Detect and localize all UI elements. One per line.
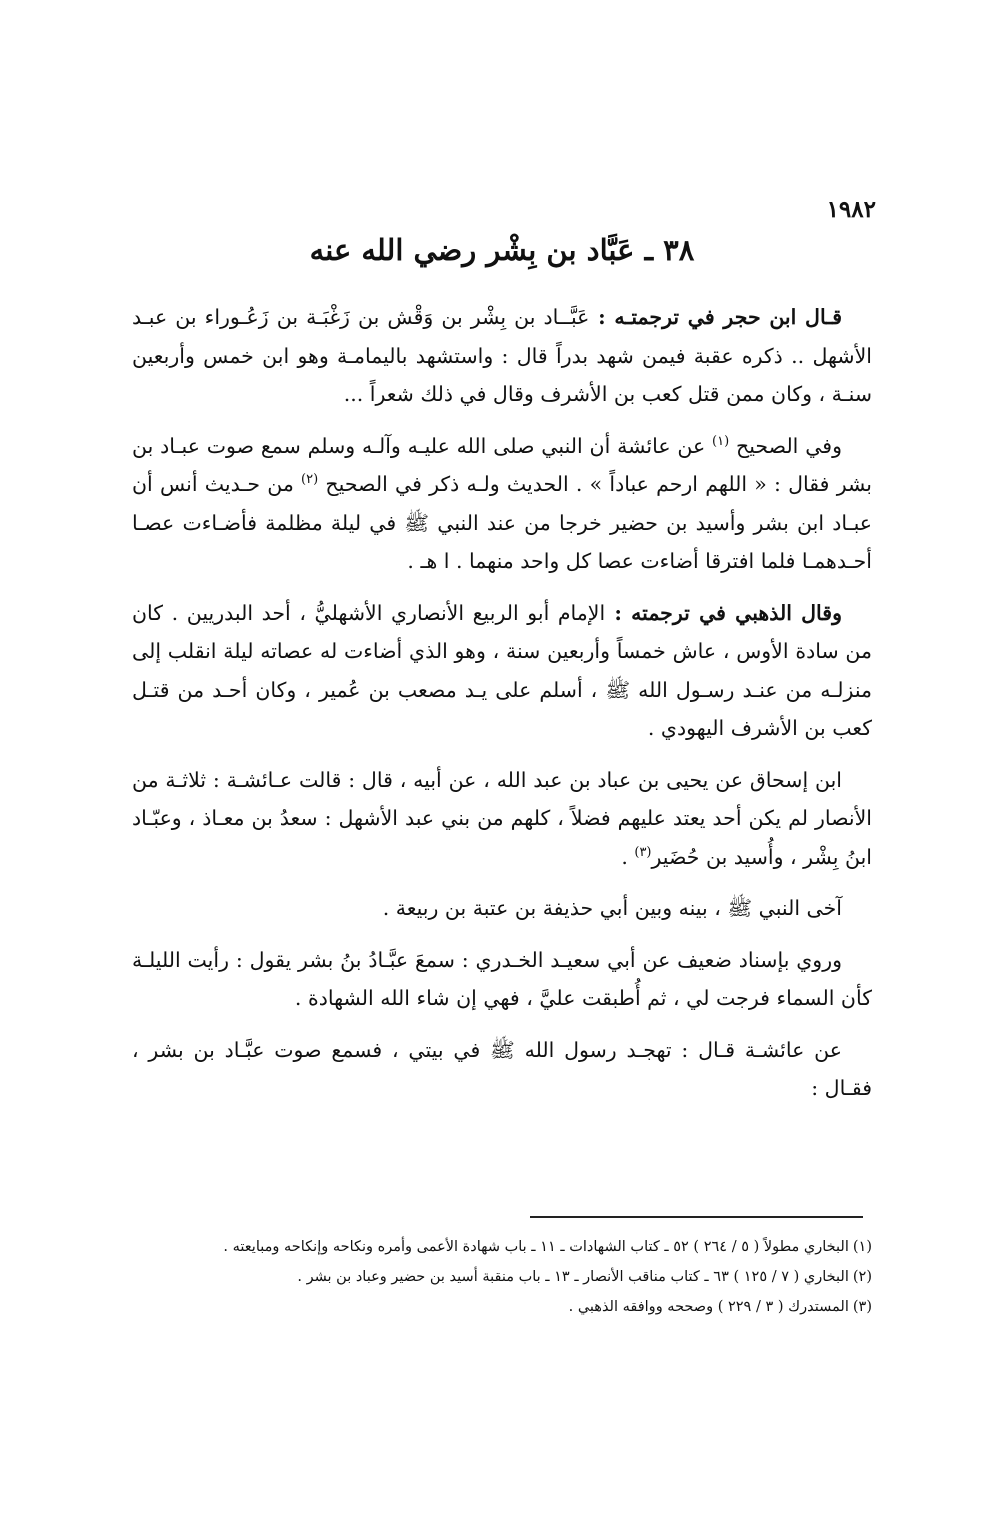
body-text bbox=[132, 298, 872, 1121]
footnote-item bbox=[132, 1292, 872, 1322]
paragraph-brotherhood bbox=[132, 889, 872, 928]
paragraph-text: عَبَّــاد بن بِشْر بن وَقْش بن زَغْبَـة بن زَعُـوراء بن عبـد الأشهل .. ذكره عقبة فيمن شهد بدراً قال : واستشهد باليمامـة وهو ابن خمس وأربعين سنـة ، وكان ممن قتل كعب بن الأشرف وقال في ذلك شعراً ... bbox=[132, 305, 872, 406]
paragraph-text: وروي بإسناد ضعيف عن أبي سعيـد الخـدري : سمعَ عبَّـادُ بنُ بشر يقول : رأيت الليلـة كأن السماء فرجت لي ، ثم أُطبقت عليَّ ، فهي إن شاء الله الشهادة . bbox=[132, 947, 872, 1010]
paragraph-dhahabi bbox=[132, 594, 872, 748]
paragraph-ibn-hajar bbox=[132, 298, 872, 414]
paragraph-text: عن عائشة أن النبي صلى الله عليـه وآلـه وسلم سمع صوت عبـاد بن بشر فقال : « اللهم ارحم عباداً » . الحديث ولـه ذكر في الصحيح bbox=[132, 433, 872, 496]
page-number: ١٩٨٢ bbox=[826, 196, 876, 223]
footnotes bbox=[132, 1232, 872, 1322]
footnote-ref[interactable]: (٢) bbox=[301, 472, 319, 488]
paragraph-text: . bbox=[621, 844, 635, 869]
footnote-number: (١) bbox=[852, 1239, 872, 1255]
footnote-item bbox=[132, 1232, 872, 1262]
footnote-number: (٢) bbox=[852, 1269, 872, 1285]
footnote-text: البخاري مطولاً ( ٥ / ٢٦٤ ) ٥٢ ـ كتاب الشهادات ـ ١١ ـ باب شهادة الأعمى وأمره ونكاحه وإنكاحه ومبايعته . bbox=[223, 1239, 849, 1255]
paragraph-lead: وقال الذهبي في ترجمته : bbox=[605, 600, 842, 625]
section-title: ٣٨ ـ عَبَّاد بن بِشْر رضي الله عنه bbox=[309, 233, 695, 267]
paragraph-text: آخى النبي ﷺ ، بينه وبين أبي حذيفة بن عتبة بن ربيعة . bbox=[382, 896, 842, 920]
footnote-ref[interactable]: (٣) bbox=[634, 844, 652, 860]
footnote-ref[interactable]: (١) bbox=[712, 433, 730, 449]
paragraph-text: عن عائشـة قـال : تهجـد رسول الله ﷺ في بيتي ، فسمع صوت عبَّـاد بن بشر ، فقـال : bbox=[132, 1037, 872, 1100]
paragraph-dream bbox=[132, 941, 872, 1018]
footnote-item bbox=[132, 1262, 872, 1292]
paragraph-text: من حـديث أنس أن عبـاد ابن بشر وأسيد بن حضير خرجا من عند النبي ﷺ في ليلة مظلمة فأضـاءت عصـا أحـدهمـا فلما افترقا أضاءت عصا كل واحد منهما . ا هـ . bbox=[132, 472, 872, 573]
footnote-text: المستدرك ( ٣ / ٢٢٩ ) وصححه ووافقه الذهبي . bbox=[568, 1299, 849, 1315]
paragraph-lead: قـال ابن حجر في ترجمتـه : bbox=[589, 305, 842, 329]
paragraph-text: ابن إسحاق عن يحيى بن عباد بن عبد الله ، عن أبيه ، قال : قالت عـائشـة : ثلاثـة من الأنصار لم يكن أحد يعتد عليهم فضلاً ، كلهم من بني عبد الأشهل : سعدُ بن معـاذ ، وعبّـاد ابنُ بِشْر ، وأُسيد بن حُضَير bbox=[132, 767, 872, 869]
footnote-number: (٣) bbox=[852, 1299, 872, 1315]
paragraph-text: وفي الصحيح bbox=[729, 433, 842, 458]
paragraph-sahih bbox=[132, 427, 872, 581]
footnote-text: البخاري ( ٧ / ١٢٥ ) ٦٣ ـ كتاب مناقب الأنصار ـ ١٣ ـ باب منقبة أسيد بن حضير وعباد بن بشر . bbox=[297, 1269, 849, 1285]
footnote-separator bbox=[530, 1216, 863, 1218]
paragraph-aisha bbox=[132, 1031, 872, 1108]
paragraph-text: الإمام أبو الربيع الأنصاري الأشهليُّ ، أحد البدريين . كان من سادة الأوس ، عاش خمساً وأربعين سنة ، وهو الذي أضاءت له عصاته ليلة انقلب إلى منزلـه من عنـد رسـول الله ﷺ ، أسلم على يـد مصعب بن عُمير ، وكان أحـد من قتـل كعب بن الأشرف اليهودي . bbox=[132, 600, 873, 740]
paragraph-ibn-ishaq bbox=[132, 761, 872, 877]
